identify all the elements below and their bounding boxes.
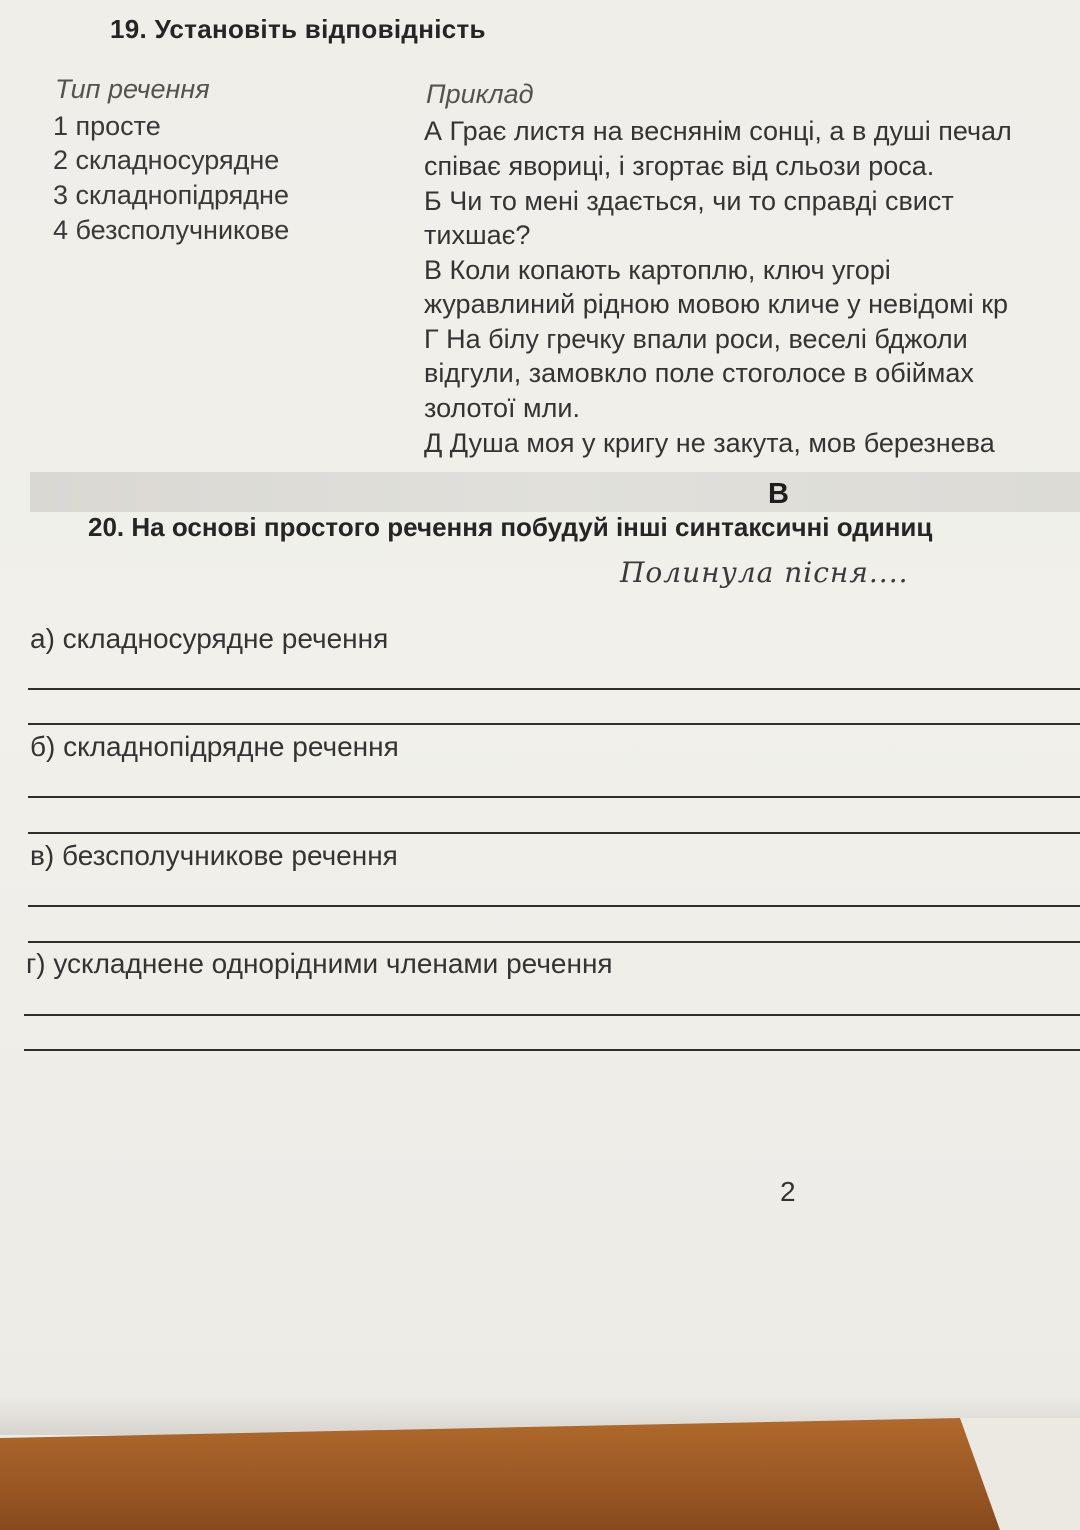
page-number: 2 bbox=[780, 1176, 796, 1207]
answer-line[interactable] bbox=[28, 905, 1080, 907]
type-item-simple: 1 просте bbox=[53, 111, 161, 141]
task-g-label: г) ускладнене однорідними членами речення bbox=[26, 948, 613, 979]
example-line: Г На білу гречку впали роси, веселі бджоли bbox=[424, 324, 968, 354]
task-a-label: а) складносурядне речення bbox=[30, 623, 389, 654]
example-line: В Коли копають картоплю, ключ угорі bbox=[424, 255, 891, 285]
section-band bbox=[30, 472, 1080, 512]
task-b-label: б) складнопідрядне речення bbox=[30, 731, 399, 762]
example-line: Б Чи то мені здається, чи то справді свист bbox=[424, 186, 954, 216]
example-column-header: Приклад bbox=[426, 79, 534, 109]
example-line: співає явориці, і згортає від сльози роса. bbox=[424, 151, 935, 181]
answer-line[interactable] bbox=[28, 796, 1080, 798]
example-line: тихшає? bbox=[424, 220, 531, 250]
section-letter: В bbox=[768, 478, 789, 510]
answer-line[interactable] bbox=[28, 941, 1080, 943]
task-v-label: в) безсполучникове речення bbox=[30, 840, 398, 871]
example-line: журавлиний рідною мовою кличе у невідомі кр bbox=[424, 289, 1009, 319]
example-line: Д Душа моя у кригу не закута, мов березнева bbox=[424, 428, 995, 458]
wooden-desk bbox=[0, 1418, 1080, 1530]
answer-line[interactable] bbox=[24, 1049, 1080, 1051]
answer-line[interactable] bbox=[28, 688, 1080, 690]
example-line: золотої мли. bbox=[424, 393, 580, 423]
example-line: відгули, замовкло поле стоголосе в обіймах bbox=[424, 358, 974, 388]
example-line: А Грає листя на веснянім сонці, а в душі печал bbox=[424, 116, 1012, 146]
answer-line[interactable] bbox=[28, 723, 1080, 725]
answer-line[interactable] bbox=[24, 1014, 1080, 1016]
question-19-title: 19. Установіть відповідність bbox=[110, 14, 486, 44]
handwritten-sentence: Полинула пісня.... bbox=[620, 556, 909, 589]
type-item-complex: 3 складнопідрядне bbox=[53, 180, 289, 210]
answer-line[interactable] bbox=[28, 832, 1080, 834]
question-20-title: 20. На основі простого речення побудуй інші синтаксичні одиниц bbox=[88, 512, 933, 542]
type-item-compound: 2 складносурядне bbox=[53, 145, 280, 175]
type-item-asyndetic: 4 безсполучникове bbox=[53, 215, 290, 245]
type-column-header: Тип речення bbox=[55, 74, 210, 104]
